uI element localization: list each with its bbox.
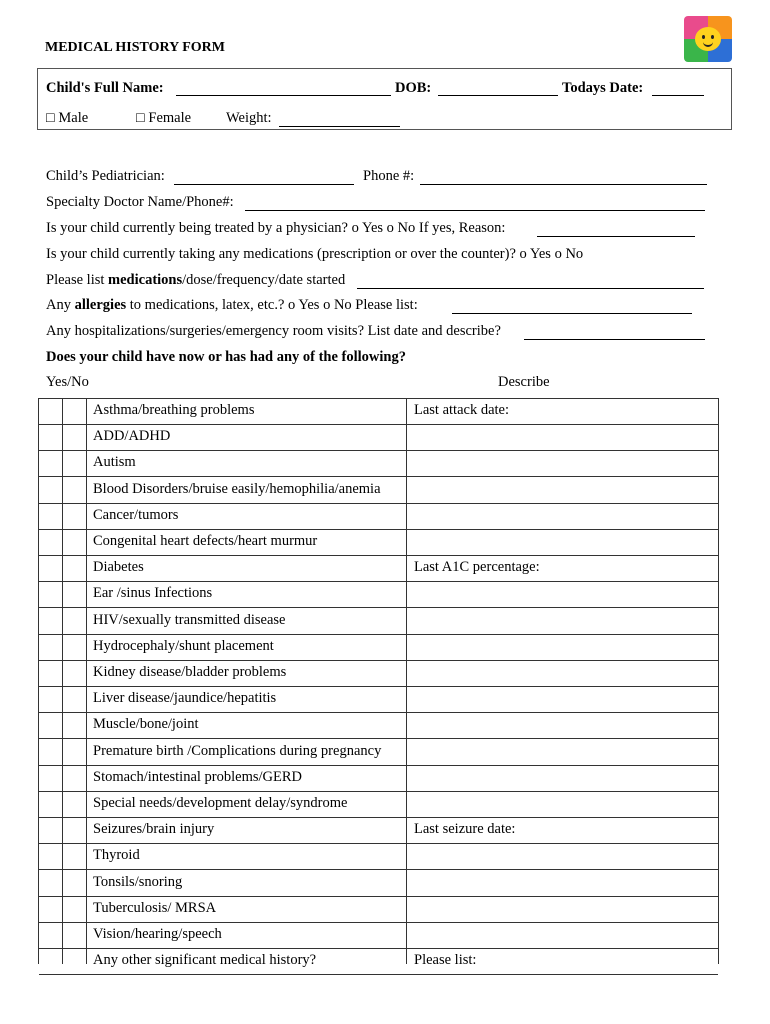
todays-date-label: Todays Date: (562, 80, 644, 96)
table-row (39, 871, 718, 897)
yes-checkbox-cell[interactable] (39, 713, 62, 738)
table-row (39, 740, 718, 766)
table-row (39, 504, 718, 530)
condition-describe-field[interactable]: Last attack date: (414, 402, 510, 418)
following-heading: Does your child have now or has had any of the following? (46, 349, 407, 365)
no-checkbox-cell[interactable] (63, 530, 86, 555)
no-checkbox-cell[interactable] (63, 871, 86, 896)
phone-field[interactable] (420, 170, 707, 185)
medications-question: Is your child currently taking any medications (prescription or over the counter)? o Yes o No (46, 246, 584, 262)
no-checkbox-cell[interactable] (63, 897, 86, 922)
male-checkbox[interactable]: □ Male (46, 110, 89, 126)
medications-list-label: Please list medications/dose/frequency/date started (46, 272, 346, 288)
yes-checkbox-cell[interactable] (39, 399, 62, 424)
condition-name: Ear /sinus Infections (93, 585, 213, 602)
yes-checkbox-cell[interactable] (39, 871, 62, 896)
pediatrician-label: Child’s Pediatrician: (46, 168, 165, 184)
condition-name: Any other significant medical history? (93, 952, 317, 969)
condition-name: Liver disease/jaundice/hepatitis (93, 690, 277, 707)
no-checkbox-cell[interactable] (63, 609, 86, 634)
no-checkbox-cell[interactable] (63, 635, 86, 660)
table-row (39, 425, 718, 451)
no-checkbox-cell[interactable] (63, 923, 86, 948)
dob-field[interactable] (438, 81, 558, 96)
treated-reason-field[interactable] (537, 222, 695, 237)
yes-no-header: Yes/No (46, 374, 89, 390)
no-checkbox-cell[interactable] (63, 399, 86, 424)
yes-checkbox-cell[interactable] (39, 504, 62, 529)
table-row (39, 897, 718, 923)
yes-checkbox-cell[interactable] (39, 609, 62, 634)
table-row (39, 766, 718, 792)
no-checkbox-cell[interactable] (63, 818, 86, 843)
table-row (39, 556, 718, 582)
yes-checkbox-cell[interactable] (39, 949, 62, 974)
no-checkbox-cell[interactable] (63, 661, 86, 686)
condition-name: Muscle/bone/joint (93, 716, 199, 733)
table-row (39, 792, 718, 818)
condition-name: Premature birth /Complications during pregnancy (93, 742, 382, 759)
table-row (39, 949, 718, 975)
yes-checkbox-cell[interactable] (39, 923, 62, 948)
yes-checkbox-cell[interactable] (39, 530, 62, 555)
phone-label: Phone #: (363, 168, 415, 184)
medications-list-field[interactable] (357, 274, 704, 289)
yes-checkbox-cell[interactable] (39, 818, 62, 843)
allergies-field[interactable] (452, 299, 692, 314)
yes-checkbox-cell[interactable] (39, 740, 62, 765)
full-name-field[interactable] (176, 81, 391, 96)
table-row (39, 478, 718, 504)
todays-date-field[interactable] (652, 81, 704, 96)
condition-name: Diabetes (93, 559, 144, 576)
yes-checkbox-cell[interactable] (39, 897, 62, 922)
condition-name: Congenital heart defects/heart murmur (93, 533, 318, 549)
no-checkbox-cell[interactable] (63, 504, 86, 529)
no-checkbox-cell[interactable] (63, 478, 86, 503)
no-checkbox-cell[interactable] (63, 792, 86, 817)
page-title: MEDICAL HISTORY FORM (45, 40, 225, 55)
yes-checkbox-cell[interactable] (39, 792, 62, 817)
condition-name: Vision/hearing/speech (93, 926, 222, 942)
yes-checkbox-cell[interactable] (39, 687, 62, 712)
condition-describe-field[interactable]: Last seizure date: (414, 821, 516, 838)
no-checkbox-cell[interactable] (63, 713, 86, 738)
no-checkbox-cell[interactable] (63, 687, 86, 712)
yes-checkbox-cell[interactable] (39, 556, 62, 581)
condition-name: Blood Disorders/bruise easily/hemophilia/anemia (93, 480, 381, 497)
condition-name: Thyroid (93, 847, 140, 864)
no-checkbox-cell[interactable] (63, 425, 86, 450)
yes-checkbox-cell[interactable] (39, 635, 62, 660)
female-checkbox[interactable]: □ Female (136, 110, 192, 126)
weight-label: Weight: (226, 110, 272, 126)
table-row (39, 687, 718, 713)
condition-describe-field[interactable]: Please list: (414, 952, 477, 969)
no-checkbox-cell[interactable] (63, 582, 86, 607)
table-row (39, 399, 718, 425)
table-row (39, 661, 718, 687)
smiley-face-logo (684, 16, 732, 62)
table-row (39, 713, 718, 739)
table-row (39, 923, 718, 949)
no-checkbox-cell[interactable] (63, 949, 86, 974)
yes-checkbox-cell[interactable] (39, 661, 62, 686)
no-checkbox-cell[interactable] (63, 451, 86, 476)
table-row (39, 844, 718, 870)
conditions-table (38, 398, 719, 969)
yes-checkbox-cell[interactable] (39, 478, 62, 503)
condition-name: Stomach/intestinal problems/GERD (93, 768, 303, 785)
treated-question: Is your child currently being treated by a physician? o Yes o No If yes, Reason: (46, 220, 506, 236)
condition-name: Kidney disease/bladder problems (93, 664, 287, 680)
condition-name: Special needs/development delay/syndrome (93, 795, 348, 811)
condition-name: Seizures/brain injury (93, 821, 215, 838)
table-row (39, 609, 718, 635)
condition-name: Autism (93, 454, 136, 471)
hospitalizations-field[interactable] (524, 325, 705, 340)
condition-name: Tuberculosis/ MRSA (93, 899, 217, 916)
no-checkbox-cell[interactable] (63, 740, 86, 765)
table-row (39, 530, 718, 556)
yes-checkbox-cell[interactable] (39, 425, 62, 450)
table-row (39, 451, 718, 477)
yes-checkbox-cell[interactable] (39, 582, 62, 607)
weight-field[interactable] (279, 112, 400, 127)
yes-checkbox-cell[interactable] (39, 451, 62, 476)
dob-label: DOB: (395, 80, 432, 96)
condition-name: Cancer/tumors (93, 506, 179, 523)
condition-name: ADD/ADHD (93, 428, 171, 445)
table-row (39, 582, 718, 608)
condition-name: Hydrocephaly/shunt placement (93, 637, 274, 654)
describe-header: Describe (498, 374, 550, 390)
full-name-label: Child's Full Name: (46, 80, 164, 96)
no-checkbox-cell[interactable] (63, 556, 86, 581)
pediatrician-field[interactable] (174, 170, 354, 185)
specialty-doctor-label: Specialty Doctor Name/Phone#: (46, 194, 234, 210)
yes-checkbox-cell[interactable] (39, 766, 62, 791)
no-checkbox-cell[interactable] (63, 844, 86, 869)
condition-describe-field[interactable]: Last A1C percentage: (414, 559, 540, 576)
hospitalizations-question: Any hospitalizations/surgeries/emergency room visits? List date and describe? (46, 323, 501, 339)
specialty-doctor-field[interactable] (245, 196, 705, 211)
allergies-question: Any allergies to medications, latex, etc.? o Yes o No Please list: (46, 297, 418, 313)
yes-checkbox-cell[interactable] (39, 844, 62, 869)
no-checkbox-cell[interactable] (63, 766, 86, 791)
table-row (39, 635, 718, 661)
condition-name: Tonsils/snoring (93, 873, 183, 890)
condition-name: Asthma/breathing problems (93, 402, 255, 418)
smiley-face-icon (695, 27, 721, 51)
table-row (39, 818, 718, 844)
condition-name: HIV/sexually transmitted disease (93, 611, 286, 628)
